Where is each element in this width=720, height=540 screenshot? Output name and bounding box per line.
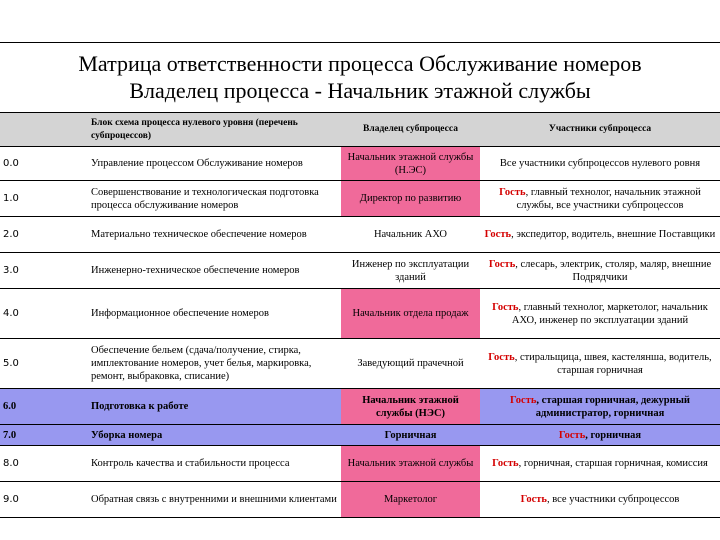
row-owner: Начальник отдела продаж — [341, 289, 480, 339]
row-num: 9.0 — [0, 482, 88, 518]
table-row — [0, 147, 720, 181]
guest-label: Гость — [520, 494, 547, 505]
participants-text: , слесарь, электрик, столяр, маляр, внешние Подрядчики — [515, 258, 712, 283]
row-num: 3.0 — [0, 253, 88, 289]
row-participants — [480, 446, 720, 482]
title-line-2: Владелец процесса - Начальник этажной службы — [129, 78, 591, 103]
row-block: Управление процессом Обслуживание номеров — [88, 147, 341, 181]
row-participants — [480, 482, 720, 518]
guest-label: Гость — [510, 394, 537, 406]
row-owner: Начальник этажной службы (Н.ЭС) — [341, 147, 480, 181]
header-owner: Владелец субпроцесса — [341, 113, 480, 147]
row-owner: Директор по развитию — [341, 181, 480, 217]
row-participants — [480, 289, 720, 339]
guest-label: Гость — [492, 458, 519, 469]
header-block: Блок схема процесса нулевого уровня (перечень субпроцессов) — [88, 113, 341, 147]
row-num: 0.0 — [0, 147, 88, 181]
participants-text: , все участники субпроцессов — [546, 494, 680, 505]
row-owner: Горничная — [341, 425, 480, 446]
row-block: Информационное обеспечение номеров — [88, 289, 341, 339]
participants-text: , стиральщица, швея, кастелянша, водитель, старшая горничная — [514, 351, 712, 376]
row-num: 5.0 — [0, 339, 88, 389]
row-owner: Начальник этажной службы — [341, 446, 480, 482]
table-row — [0, 181, 720, 217]
row-participants — [480, 253, 720, 289]
guest-label: Гость — [492, 301, 519, 313]
title-line-1: Матрица ответственности процесса Обслуживание номеров — [78, 51, 642, 76]
header-participants: Участники субпроцесса — [480, 113, 720, 147]
table-row — [0, 217, 720, 253]
row-block: Совершенствование и технологическая подготовка процесса обслуживание номеров — [88, 181, 341, 217]
participants-text: , экспедитор, водитель, внешние Поставщики — [511, 229, 716, 240]
row-block: Материально техническое обеспечение номеров — [88, 217, 341, 253]
header-num — [0, 113, 88, 147]
row-owner: Маркетолог — [341, 482, 480, 518]
participants-text: , горничная — [585, 429, 642, 441]
table-row — [0, 482, 720, 518]
participants-text: , главный технолог, начальник этажной службы, все участники субпроцессов — [516, 186, 701, 211]
row-owner: Начальник этажной службы (НЭС) — [341, 389, 480, 425]
table-row-highlighted — [0, 389, 720, 425]
row-num: 4.0 — [0, 289, 88, 339]
row-num: 2.0 — [0, 217, 88, 253]
row-owner: Заведующий прачечной — [341, 339, 480, 389]
row-participants — [480, 389, 720, 425]
table-row — [0, 289, 720, 339]
participants-text: , горничная, старшая горничная, комиссия — [518, 458, 708, 469]
row-participants — [480, 181, 720, 217]
page-title — [0, 50, 720, 104]
row-participants — [480, 217, 720, 253]
row-participants — [480, 425, 720, 446]
guest-label: Гость — [484, 229, 512, 240]
responsibility-matrix — [0, 112, 720, 518]
row-participants — [480, 339, 720, 389]
guest-label: Гость — [488, 258, 516, 270]
header-row — [0, 113, 720, 147]
row-block: Обеспечение бельем (сдача/получение, стирка, имплектование номеров, учет белья, маркировка, ремонт, выбраковка, списание) — [88, 339, 341, 389]
participants-text: Все участники субпроцессов нулевого ровня — [499, 158, 701, 169]
row-block: Подготовка к работе — [88, 389, 341, 425]
participants-text: , старшая горничная, дежурный администратор, горничная — [535, 394, 690, 419]
guest-label: Гость — [488, 351, 515, 363]
participants-text: , главный технолог, маркетолог, начальник АХО, инженер по эксплуатации зданий — [511, 301, 708, 326]
table-row — [0, 446, 720, 482]
row-num: 7.0 — [0, 425, 88, 446]
table-row — [0, 339, 720, 389]
row-block: Уборка номера — [88, 425, 341, 446]
row-owner: Начальник АХО — [341, 217, 480, 253]
guest-label: Гость — [499, 186, 526, 198]
table-row — [0, 253, 720, 289]
table-row-highlighted — [0, 425, 720, 446]
row-num: 8.0 — [0, 446, 88, 482]
row-block: Инженерно-техническое обеспечение номеров — [88, 253, 341, 289]
row-num: 1.0 — [0, 181, 88, 217]
row-owner: Инженер по эксплуатации зданий — [341, 253, 480, 289]
row-participants — [480, 147, 720, 181]
top-rule — [0, 42, 720, 43]
row-block: Обратная связь с внутренними и внешними клиентами — [88, 482, 341, 518]
row-block: Контроль качества и стабильности процесса — [88, 446, 341, 482]
row-num: 6.0 — [0, 389, 88, 425]
guest-label: Гость — [558, 429, 586, 441]
